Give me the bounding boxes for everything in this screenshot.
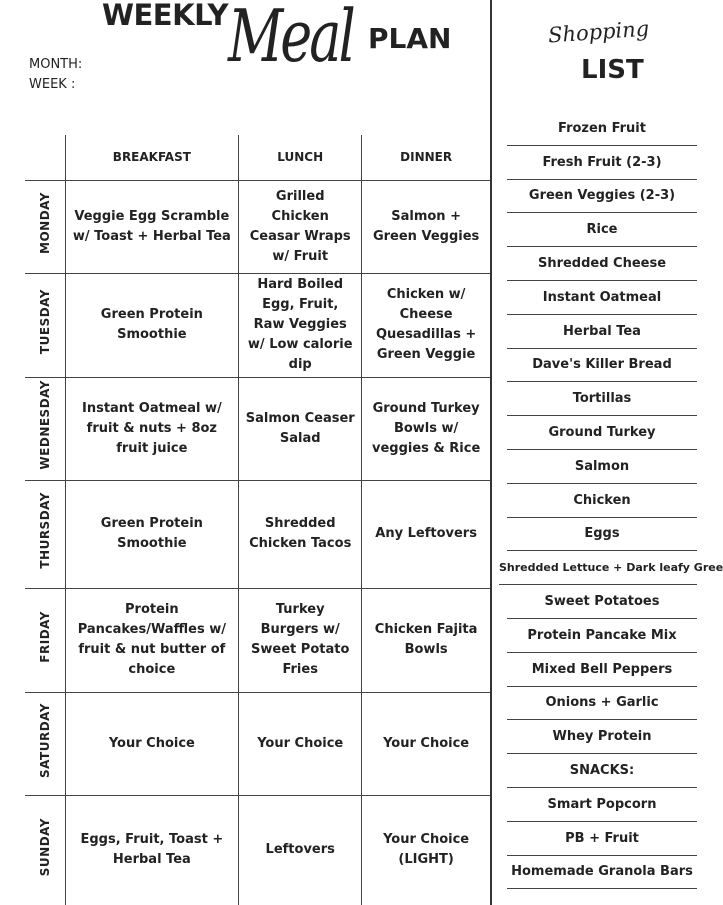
dinner-cell: Salmon + Green Veggies: [362, 180, 490, 273]
table-row: [25, 795, 490, 905]
shopping-list-item: Smart Popcorn: [507, 788, 697, 822]
shopping-list-item: Mixed Bell Peppers: [507, 653, 697, 687]
day-cell: [25, 180, 65, 273]
shopping-list-item: Eggs: [507, 518, 697, 552]
dinner-cell: Your Choice (LIGHT): [362, 795, 490, 905]
day-label: FRIDAY: [37, 610, 52, 663]
shopping-list-item: Homemade Granola Bars: [507, 856, 697, 890]
table-row: [25, 692, 490, 795]
shopping-list-item: Frozen Fruit: [507, 112, 697, 146]
column-header: LUNCH: [239, 135, 362, 180]
day-label: WEDNESDAY: [37, 380, 52, 470]
day-cell: [25, 273, 65, 377]
lunch-cell: Shredded Chicken Tacos: [239, 480, 362, 588]
breakfast-cell: Veggie Egg Scramble w/ Toast + Herbal Tea: [65, 180, 239, 273]
lunch-cell: Salmon Ceaser Salad: [239, 377, 362, 480]
title-plan: PLAN: [368, 22, 452, 55]
shopping-list-item: Instant Oatmeal: [507, 281, 697, 315]
day-label: TUESDAY: [37, 288, 52, 355]
shopping-list-title: LIST: [581, 55, 644, 85]
day-label: MONDAY: [37, 192, 52, 254]
month-label: MONTH:: [29, 57, 83, 72]
breakfast-cell: Eggs, Fruit, Toast + Herbal Tea: [65, 795, 239, 905]
day-label: SATURDAY: [37, 702, 52, 778]
shopping-list-item: Whey Protein: [507, 720, 697, 754]
week-label: WEEK :: [29, 77, 76, 92]
shopping-list-item: PB + Fruit: [507, 822, 697, 856]
day-cell: [25, 377, 65, 480]
table-row: [25, 588, 490, 692]
shopping-script-title: Shopping: [547, 16, 650, 48]
column-header: BREAKFAST: [65, 135, 239, 180]
day-cell: [25, 692, 65, 795]
table-header-row: [25, 135, 490, 180]
shopping-list-item: Green Veggies (2-3): [507, 180, 697, 214]
shopping-list-item: Shredded Lettuce + Dark leafy Gree: [499, 551, 697, 585]
shopping-list-item: SNACKS:: [507, 754, 697, 788]
title-meal-script: Meal: [228, 0, 353, 78]
lunch-cell: Grilled Chicken Ceasar Wraps w/ Fruit: [239, 180, 362, 273]
lunch-cell: Leftovers: [239, 795, 362, 905]
day-cell: [25, 480, 65, 588]
day-cell: [25, 795, 65, 905]
shopping-list-item: Salmon: [507, 450, 697, 484]
shopping-list-item: Rice: [507, 213, 697, 247]
dinner-cell: Chicken w/ Cheese Quesadillas + Green Veggie: [362, 273, 490, 377]
breakfast-cell: Protein Pancakes/Waffles w/ fruit & nut butter of choice: [65, 588, 239, 692]
table-row: [25, 377, 490, 480]
shopping-list-item: Onions + Garlic: [507, 687, 697, 721]
shopping-list-item: Dave's Killer Bread: [507, 349, 697, 383]
day-label: SUNDAY: [37, 817, 52, 876]
lunch-cell: Your Choice: [239, 692, 362, 795]
day-cell: [25, 588, 65, 692]
shopping-list-item: Ground Turkey: [507, 416, 697, 450]
breakfast-cell: Green Protein Smoothie: [65, 273, 239, 377]
column-divider: [490, 0, 492, 905]
table-row: [25, 180, 490, 273]
shopping-list-item: Sweet Potatoes: [507, 585, 697, 619]
table-row: [25, 480, 490, 588]
shopping-list-item: Protein Pancake Mix: [507, 619, 697, 653]
shopping-list-item: Tortillas: [507, 382, 697, 416]
lunch-cell: Turkey Burgers w/ Sweet Potato Fries: [239, 588, 362, 692]
dinner-cell: Ground Turkey Bowls w/ veggies & Rice: [362, 377, 490, 480]
shopping-list: [499, 112, 723, 889]
dinner-cell: Your Choice: [362, 692, 490, 795]
breakfast-cell: Green Protein Smoothie: [65, 480, 239, 588]
meal-plan-table: [25, 135, 490, 905]
shopping-list-item: Fresh Fruit (2-3): [507, 146, 697, 180]
breakfast-cell: Your Choice: [65, 692, 239, 795]
day-label: THURSDAY: [37, 492, 52, 569]
shopping-list-item: Chicken: [507, 484, 697, 518]
corner-cell: [25, 135, 65, 180]
title-weekly: WEEKLY: [102, 0, 229, 32]
column-header: DINNER: [362, 135, 490, 180]
breakfast-cell: Instant Oatmeal w/ fruit & nuts + 8oz fruit juice: [65, 377, 239, 480]
dinner-cell: Chicken Fajita Bowls: [362, 588, 490, 692]
table-row: [25, 273, 490, 377]
lunch-cell: Hard Boiled Egg, Fruit, Raw Veggies w/ Low calorie dip: [239, 273, 362, 377]
dinner-cell: Any Leftovers: [362, 480, 490, 588]
shopping-list-item: Shredded Cheese: [507, 247, 697, 281]
shopping-list-item: Herbal Tea: [507, 315, 697, 349]
